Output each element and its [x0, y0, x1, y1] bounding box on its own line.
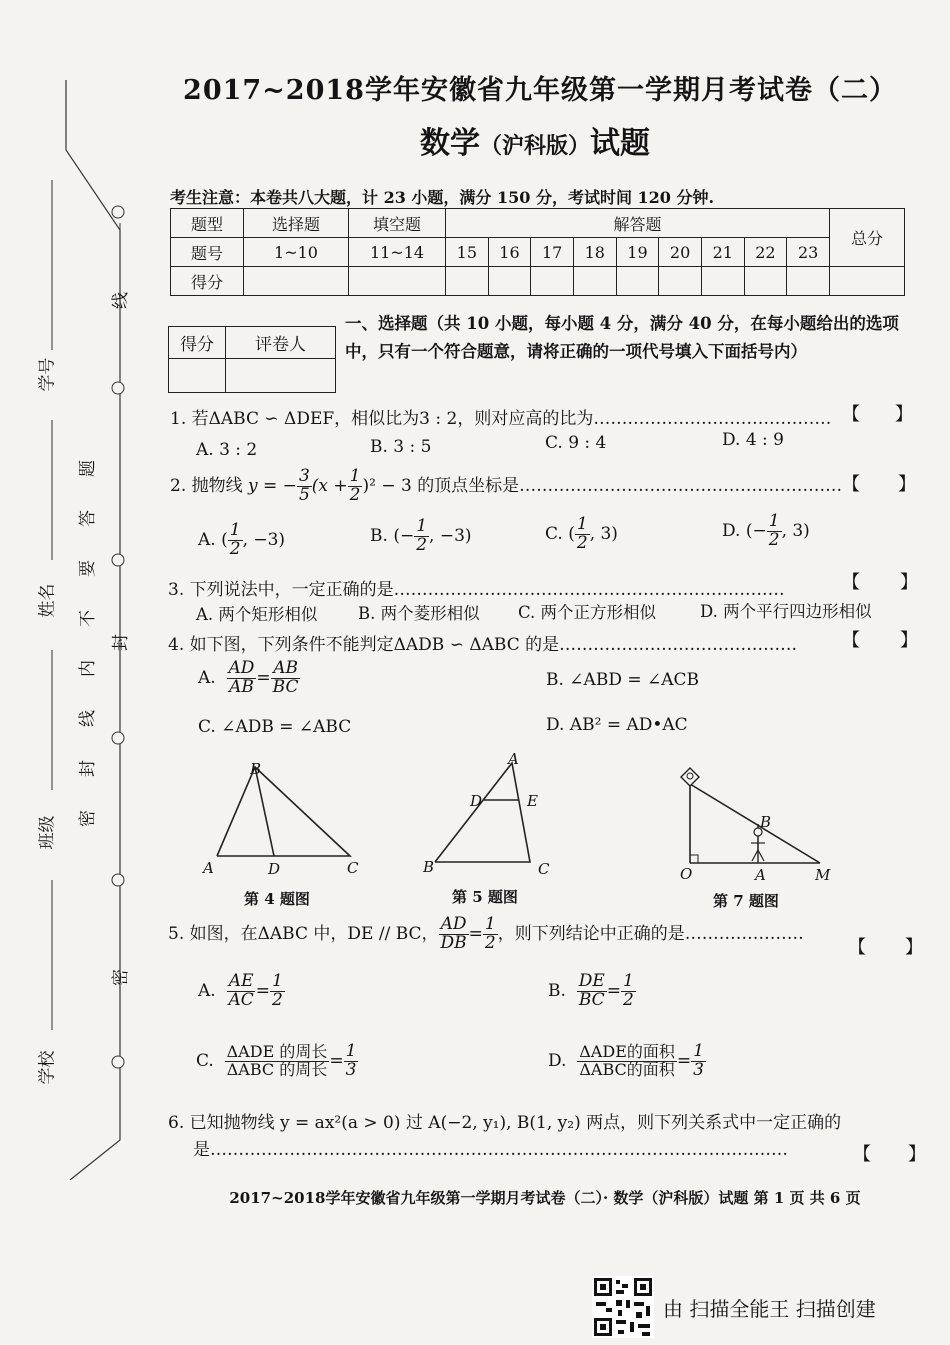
score-cell: 19 — [616, 238, 659, 267]
fig7-caption: 第 7 题图 — [713, 892, 779, 910]
frac-den: 2 — [229, 538, 241, 559]
frac-den: BC — [272, 676, 299, 697]
q2-option-b[interactable] — [370, 518, 472, 555]
frac — [270, 973, 285, 1010]
q2-frac2 — [348, 468, 363, 505]
q1-option-d[interactable]: D. 4 : 9 — [722, 430, 784, 450]
q2-option-c[interactable] — [545, 516, 618, 553]
col-char: 题 — [78, 460, 98, 477]
xuexiao-label: 学校 — [37, 1050, 58, 1085]
score-input[interactable] — [446, 267, 489, 296]
paren: (− — [745, 520, 767, 541]
frac — [271, 660, 301, 697]
exam-title: 2017~2018学年安徽省九年级第一学期月考试卷（二） — [183, 75, 897, 106]
q5-option-b[interactable] — [548, 973, 636, 1010]
q3-option-c[interactable]: C. 两个正方形相似 — [518, 603, 657, 622]
fig7-label-b: B — [760, 813, 772, 831]
fig5-label-c: C — [538, 860, 550, 878]
col-char: 不 — [78, 610, 98, 627]
fig5-label-b: B — [423, 858, 435, 876]
q2-pre: 2. 抛物线 — [170, 475, 243, 496]
frac — [483, 916, 498, 953]
frac-den: 3 — [693, 1059, 704, 1080]
frac-num: 1 — [416, 516, 428, 536]
coord-tail: , 3) — [589, 523, 618, 544]
subtitle-paren: （沪科版） — [479, 133, 590, 159]
eq: = — [468, 923, 483, 944]
score-input[interactable] — [573, 267, 616, 296]
q3-option-d[interactable]: D. 两个平行四边形相似 — [700, 602, 872, 621]
frac-num: AE — [228, 971, 254, 991]
fig7-label-a: A — [755, 866, 766, 884]
grader-box — [168, 326, 336, 393]
frac — [344, 1043, 359, 1080]
frac — [575, 516, 590, 553]
frac-num: ΔADE 的周长 — [226, 1042, 328, 1062]
frac — [228, 522, 243, 559]
eq: = — [255, 980, 271, 1001]
frac-num: 3 — [298, 468, 310, 486]
frac-den: 5 — [298, 484, 310, 505]
frac — [577, 973, 607, 1010]
fig4-label-b: B — [250, 760, 262, 778]
score-cell: 选择题 — [244, 209, 349, 238]
score-cell: 23 — [787, 238, 830, 267]
q3-option-a[interactable]: A. 两个矩形相似 — [196, 605, 318, 624]
q2-fn: y = − — [248, 475, 297, 496]
exam-subtitle — [370, 118, 700, 162]
xian-mark: 线 — [111, 292, 131, 309]
frac-num: 1 — [349, 468, 361, 486]
col-char: 答 — [78, 510, 98, 527]
score-input[interactable] — [616, 267, 659, 296]
frac-den: 2 — [623, 989, 634, 1010]
eq: = — [256, 667, 271, 688]
frac-den: DB — [440, 932, 467, 953]
frac-num: 1 — [484, 916, 496, 934]
q5-bracket-close: 】 — [905, 937, 923, 958]
frac-num: AD — [440, 916, 467, 934]
score-input[interactable] — [701, 267, 744, 296]
frac — [691, 1043, 706, 1080]
frac — [767, 513, 782, 550]
col-char: 密 — [78, 810, 98, 827]
frac — [414, 518, 429, 555]
fig4-label-d: D — [268, 860, 281, 878]
score-cell: 18 — [573, 238, 616, 267]
q3-bracket-open: 【 — [842, 572, 860, 593]
q2-mid2: )² − 3 的顶点坐标是………………………………………………… — [362, 475, 842, 496]
frac-num: 1 — [623, 971, 634, 991]
frac-num: 1 — [229, 520, 241, 540]
option-letter: A. — [198, 667, 216, 688]
coord-tail: , −3) — [429, 525, 472, 546]
score-cell: 20 — [659, 238, 702, 267]
frac — [439, 916, 469, 953]
grader-score-input[interactable] — [169, 359, 226, 393]
q5-stem — [168, 916, 848, 953]
frac-den: AB — [229, 676, 254, 697]
q1-stem: 1. 若ΔABC ∽ ΔDEF，相似比为3 : 2，则对应高的比为…………………………………… — [170, 409, 832, 429]
score-table — [170, 208, 905, 296]
section-one-heading: 一、选择题（共 10 小题，每小题 4 分，满分 40 分，在每小题给出的选项中，只有一个符合题意，请将正确的一项代号填入下面括号内） — [345, 314, 899, 361]
q4-bracket-close: 】 — [900, 630, 918, 651]
q1-option-b[interactable]: B. 3 : 5 — [370, 437, 432, 457]
score-cell: 填空题 — [349, 209, 446, 238]
xingming-label: 姓名 — [37, 583, 58, 618]
coord-tail: , 3) — [781, 520, 810, 541]
paren: ( — [221, 529, 228, 550]
frac-num: ΔADE的面积 — [579, 1042, 675, 1062]
eq: = — [329, 1050, 344, 1071]
score-cell: 得分 — [171, 267, 244, 296]
subtitle-main: 数学 — [419, 126, 480, 161]
frac — [225, 1044, 330, 1079]
col-char: 封 — [78, 760, 98, 777]
score-cell: 题型 — [171, 209, 244, 238]
page-footer: 2017~2018学年安徽省九年级第一学期月考试卷（二）· 数学（沪科版）试题 第 1 页 共 6 页 — [229, 1189, 861, 1207]
grader-name-input[interactable] — [226, 359, 336, 393]
option-letter: A. — [198, 529, 216, 550]
frac — [227, 973, 256, 1010]
banji-label: 班级 — [37, 815, 58, 850]
q1-bracket-close: 】 — [895, 404, 913, 425]
coord-tail: , −3) — [242, 529, 286, 550]
subtitle-end: 试题 — [590, 126, 650, 161]
qr-code-icon — [592, 1276, 654, 1338]
col-char: 要 — [78, 560, 98, 577]
fig5-label-a: A — [508, 750, 519, 768]
frac-num: 1 — [693, 1041, 704, 1061]
frac-num: 1 — [345, 1041, 357, 1061]
score-cell: 解答题 — [446, 209, 830, 238]
q5-bracket-open: 【 — [848, 937, 866, 958]
figure-7 — [670, 760, 840, 870]
frac-den: 2 — [484, 932, 496, 953]
frac-num: AD — [228, 658, 255, 678]
scan-note: 由 扫描全能王 扫描创建 — [663, 1297, 876, 1321]
score-cell: 题号 — [171, 238, 244, 267]
frac-num: 1 — [272, 971, 283, 991]
q6-bracket-open: 【 — [853, 1144, 871, 1165]
score-cell: 11~14 — [349, 238, 446, 267]
q2-stem — [170, 468, 842, 505]
frac-den: BC — [578, 989, 605, 1010]
option-letter: D. — [722, 520, 741, 541]
frac-den: 2 — [768, 529, 780, 550]
frac-den: 2 — [349, 484, 361, 505]
frac-den: 2 — [576, 532, 588, 553]
q2-frac1 — [297, 468, 312, 505]
frac-num: DE — [578, 971, 605, 991]
xuehao-label: 学号 — [37, 357, 58, 392]
frac-num: 1 — [768, 511, 780, 531]
score-input[interactable] — [531, 267, 574, 296]
score-cell: 21 — [701, 238, 744, 267]
q4-option-d[interactable]: D. AB² = AD•AC — [546, 715, 688, 735]
q3-option-b[interactable]: B. 两个菱形相似 — [358, 604, 480, 623]
frac-den: 3 — [345, 1059, 357, 1080]
q4-bracket-open: 【 — [842, 630, 860, 651]
col-char: 线 — [78, 710, 98, 727]
frac-num: 1 — [576, 514, 588, 534]
eq: = — [676, 1050, 692, 1071]
q5-option-d[interactable] — [548, 1043, 706, 1080]
frac-den: ΔABC的面积 — [579, 1059, 675, 1079]
grader-name-label: 评卷人 — [226, 327, 336, 359]
frac-den: AC — [228, 989, 254, 1010]
grader-score-label: 得分 — [169, 327, 226, 359]
score-input[interactable] — [787, 267, 830, 296]
q2-option-a[interactable] — [198, 522, 285, 559]
fig4-label-a: A — [203, 859, 214, 877]
score-input[interactable] — [244, 267, 349, 296]
frac — [621, 973, 636, 1010]
option-letter: B. — [370, 525, 388, 546]
q2-bracket-open: 【 — [842, 474, 860, 495]
q4-option-b[interactable]: B. ∠ABD = ∠ACB — [546, 670, 700, 690]
score-cell: 15 — [446, 238, 489, 267]
q3-bracket-close: 】 — [900, 572, 918, 593]
fig4-caption: 第 4 题图 — [244, 890, 310, 908]
option-letter: D. — [548, 1050, 567, 1071]
q6-stem-line2: 是………………………………………………………………………………………… — [193, 1140, 788, 1160]
q6-stem-line1: 6. 已知抛物线 y = ax²(a > 0) 过 A(−2, y₁), B(1, y₂) 两点，则下列关系式中一定正确的 — [168, 1113, 842, 1133]
paren: ( — [568, 523, 575, 544]
score-input[interactable] — [349, 267, 446, 296]
score-input[interactable] — [830, 267, 905, 296]
option-letter: B. — [548, 980, 566, 1001]
q2-bracket-close: 】 — [898, 474, 916, 495]
option-letter: A. — [198, 980, 216, 1001]
frac-num: AB — [273, 658, 298, 678]
fig5-label-e: E — [527, 792, 538, 810]
fig5-label-d: D — [470, 792, 483, 810]
score-input[interactable] — [744, 267, 787, 296]
frac — [577, 1044, 677, 1079]
fig4-label-c: C — [347, 859, 359, 877]
option-letter: C. — [196, 1050, 214, 1071]
figure-5 — [420, 755, 560, 875]
q2-mid1: (x + — [311, 475, 348, 496]
frac-den: 2 — [272, 989, 283, 1010]
q3-stem: 3. 下列说法中，一定正确的是…………………………………………………………… — [168, 580, 785, 600]
fig5-caption: 第 5 题图 — [452, 888, 518, 906]
option-letter: C. — [545, 523, 563, 544]
q6-bracket-close: 】 — [908, 1144, 926, 1165]
exam-notice: 考生注意：本卷共八大题，计 23 小题，满分 150 分，考试时间 120 分钟. — [170, 188, 715, 207]
paren: (− — [393, 525, 415, 546]
mi-mark: 密 — [111, 969, 131, 986]
fig7-label-m: M — [815, 866, 831, 884]
q5-option-a[interactable] — [198, 973, 285, 1010]
q5-option-c[interactable] — [196, 1043, 358, 1080]
col-char: 内 — [78, 660, 98, 677]
q4-option-c[interactable]: C. ∠ADB = ∠ABC — [198, 717, 352, 737]
score-cell: 17 — [531, 238, 574, 267]
q5-post: ，则下列结论中正确的是………………… — [497, 923, 804, 944]
no-answer-column — [78, 442, 98, 842]
frac-den: ΔABC 的周长 — [226, 1059, 328, 1079]
q1-option-c[interactable]: C. 9 : 4 — [545, 433, 607, 453]
score-input[interactable] — [488, 267, 531, 296]
q5-pre: 5. 如图，在ΔABC 中，DE // BC， — [168, 923, 439, 944]
q4-option-a[interactable] — [198, 660, 301, 697]
score-cell: 22 — [744, 238, 787, 267]
q1-bracket-open: 【 — [842, 404, 860, 425]
eq: = — [606, 980, 622, 1001]
score-input[interactable] — [659, 267, 702, 296]
fig7-label-o: O — [680, 865, 693, 883]
feng-mark: 封 — [111, 634, 131, 651]
q1-option-a[interactable]: A. 3 : 2 — [196, 440, 258, 460]
frac — [227, 660, 257, 697]
q2-option-d[interactable] — [722, 513, 810, 550]
score-cell: 总分 — [830, 209, 905, 267]
score-cell: 16 — [488, 238, 531, 267]
frac-den: 2 — [416, 534, 428, 555]
q4-stem: 4. 如下图，下列条件不能判定ΔADB ∽ ΔABC 的是…………………………………… — [168, 635, 798, 655]
score-cell: 1~10 — [244, 238, 349, 267]
